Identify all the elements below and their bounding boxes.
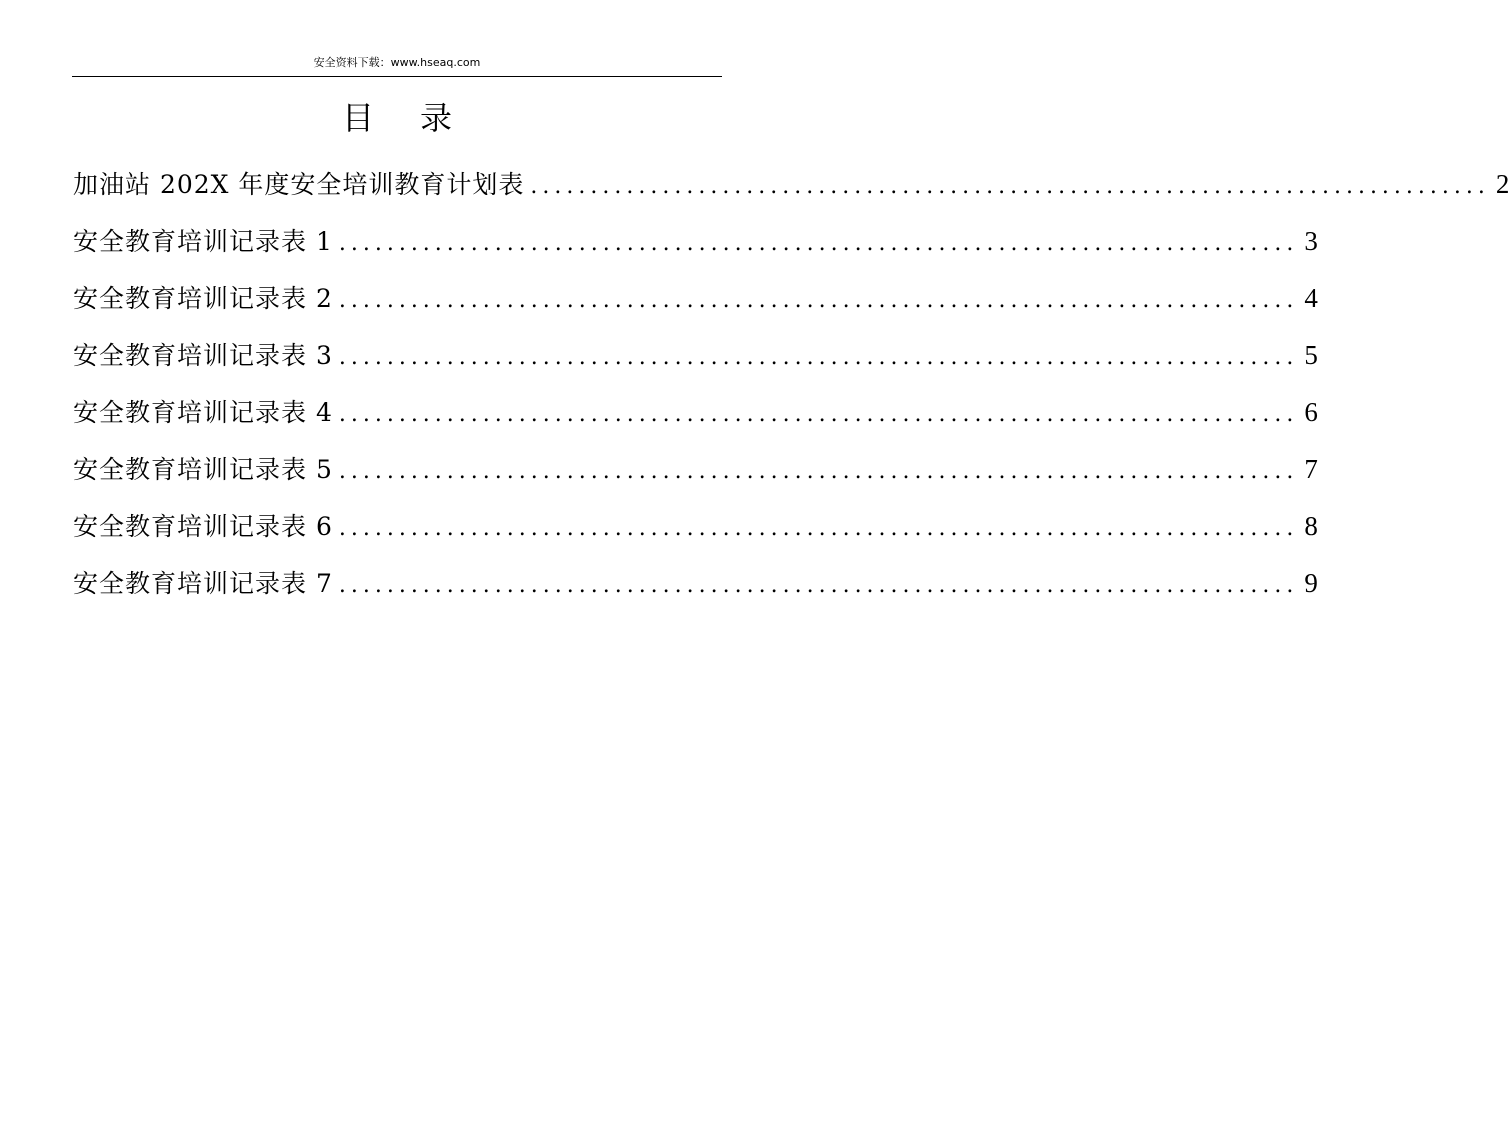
toc-entry[interactable] [73,559,1318,616]
toc-entry[interactable] [73,160,1509,217]
toc-page-number: 8 [1304,511,1318,541]
toc-page-number: 2 [1495,169,1509,199]
toc-page-number: 6 [1304,397,1318,427]
toc-entry[interactable] [73,388,1318,445]
toc-entry[interactable] [73,217,1318,274]
toc-entry[interactable] [73,274,1318,331]
toc-dot-leader: ................................................................................ [338,459,1299,484]
header-text: 安全资料下载：www.hseaq.com [313,56,481,69]
page-header [72,0,722,77]
toc-page-number: 4 [1304,283,1318,313]
toc-title: 目录 [341,99,498,137]
toc-entry[interactable] [73,445,1318,502]
toc-page-number: 5 [1304,340,1318,370]
toc-entry-title: 安全教育培训记录表 7 [73,569,333,598]
toc-entry-title: 安全教育培训记录表 3 [73,341,333,370]
toc-dot-leader: ................................................................................ [338,345,1299,370]
toc-page-number: 3 [1304,226,1318,256]
toc-entry-title: 安全教育培训记录表 4 [73,398,333,427]
toc-entry-title: 安全教育培训记录表 2 [73,284,333,313]
toc-dot-leader: ................................................................................ [338,231,1299,256]
toc-dot-leader: ................................................................................ [338,288,1299,313]
table-of-contents [73,160,1509,616]
toc-entry-title: 安全教育培训记录表 6 [73,512,333,541]
toc-entry-title: 安全教育培训记录表 5 [73,455,333,484]
toc-page-number: 7 [1304,454,1318,484]
toc-dot-leader: ................................................................................ [530,174,1490,199]
toc-dot-leader: ................................................................................ [338,516,1299,541]
toc-dot-leader: ................................................................................ [338,573,1299,598]
toc-entry-title: 加油站 202X 年度安全培训教育计划表 [73,170,525,199]
toc-entry[interactable] [73,331,1318,388]
toc-entry-title: 安全教育培训记录表 1 [73,227,333,256]
toc-entry[interactable] [73,502,1318,559]
toc-dot-leader: ................................................................................ [338,402,1299,427]
toc-page-number: 9 [1304,568,1318,598]
